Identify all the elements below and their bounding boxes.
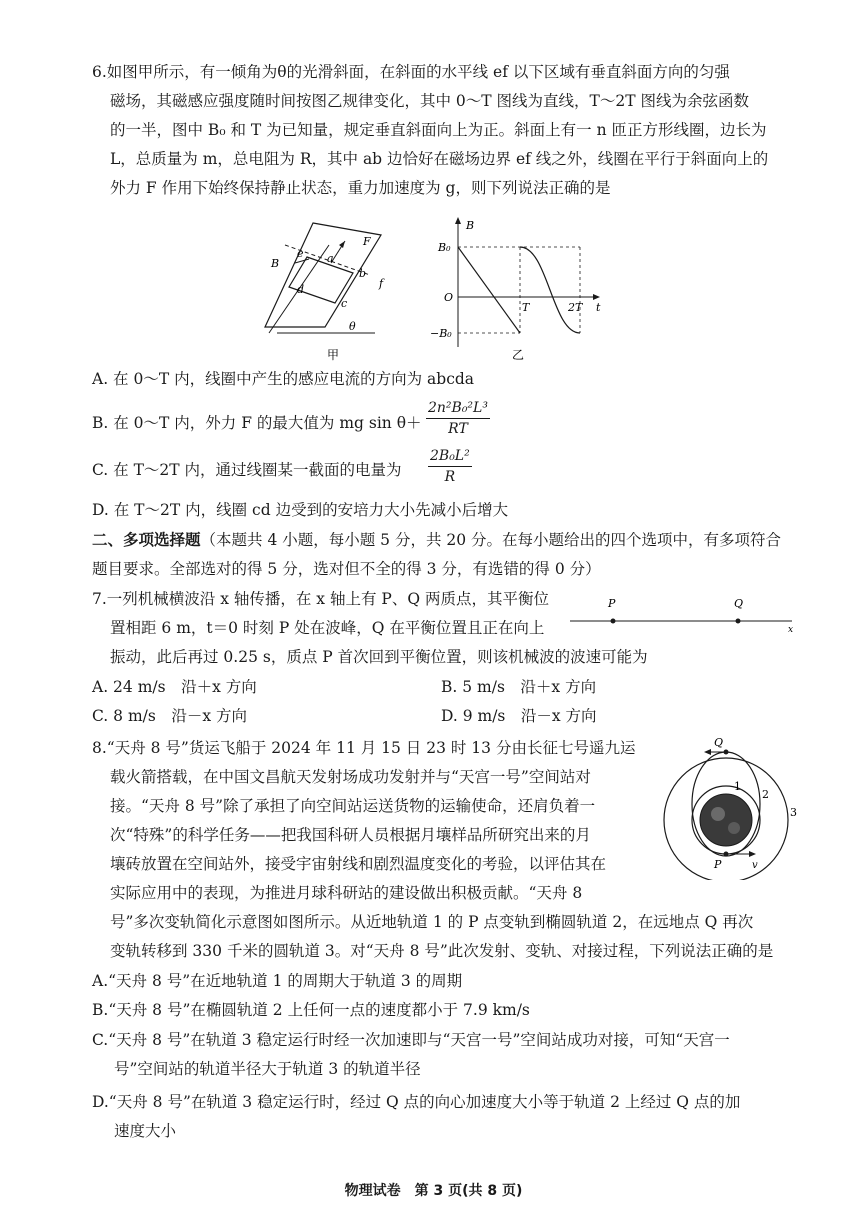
label-orbit-3: 3 [790,806,797,819]
label-p: P [714,858,722,871]
caption-jia: 甲 [327,348,340,362]
q6-option-c-text: C. 在 T～2T 内，通过线圈某一截面的电量为 [92,461,402,479]
q6-option-b-fraction [426,398,490,439]
figure-yi [428,215,608,365]
q8-line-6: 实际应用中的表现，为推进月球科研站的建设做出积极贡献。“天舟 8 [110,884,583,902]
label-d: d [297,283,305,296]
label-F: F [363,235,371,248]
q6-option-c-fraction [428,446,472,487]
caption-yi: 乙 [512,348,525,362]
q7-line-2: 置相距 6 m，t＝0 时刻 P 处在波峰，Q 在平衡位置且正在向上 [110,619,545,637]
earth-land-1 [711,807,725,821]
q6-option-b [92,409,422,438]
q6-option-c-num: 2B₀L² [428,446,472,467]
q-velocity-arrowhead [704,749,711,755]
q7-axis-figure [570,595,800,635]
earth-icon [700,794,752,846]
q7-option-c: C. 8 m/s 沿－x 方向 [92,707,247,725]
label-orbit-2: 2 [762,788,769,801]
curve-linear [458,247,520,333]
q8-line-3: 接。“天舟 8 号”除了承担了向空间站运送货物的运输使命，还肩负着一 [110,797,596,815]
label-a: a [327,252,334,265]
q6-option-a: A. 在 0～T 内，线圈中产生的感应电流的方向为 abcda [92,370,475,388]
q7-line-3: 振动，此后再过 0.25 s，质点 P 首次回到平衡位置，则该机械波的波速可能为 [110,648,648,666]
earth-land-2 [728,822,740,834]
label-B: B [271,257,280,270]
t1-label: T [522,301,530,314]
q8-option-d-2: 速度大小 [114,1122,177,1140]
q7-label-p: P [608,597,616,610]
label-b: b [359,267,367,280]
q8-line-5: 壤砖放置在空间站外，接受宇宙射线和剧烈温度变化的考验，以评估其在 [110,855,607,873]
q7-label-x: x [788,625,794,635]
section2-line-1 [92,526,792,555]
q7-point-q [736,619,741,624]
axis-x-label: t [596,301,601,314]
q7-option-d: D. 9 m/s 沿－x 方向 [441,707,597,725]
q8-option-c-1: C.“天舟 8 号”在轨道 3 稳定运行时经一次加速即与“天宫一号”空间站成功对接，可知“天宫一 [92,1031,730,1049]
q8-line-4: 次“特殊”的科学任务——把我国科研人员根据月壤样品所研究出来的月 [110,826,591,844]
q8-line-2: 载火箭搭载，在中国文昌航天发射场成功发射并与“天宫一号”空间站对 [110,768,591,786]
q6-line-2: 磁场，其磁感应强度随时间按图乙规律变化，其中 0～T 图线为直线，T～2T 图线为余弦函数 [110,92,750,110]
label-c: c [341,297,348,310]
p-velocity-arrowhead [749,851,756,857]
axis-x-arrowhead [593,294,600,300]
q6-option-b-text: B. 在 0～T 内，外力 F 的最大值为 mg sin θ＋ [92,414,422,432]
q8-option-d-1: D.“天舟 8 号”在轨道 3 稳定运行时，经过 Q 点的向心加速度大小等于轨道 2 上经过 Q 点的加 [92,1093,741,1111]
q6-option-c-den: R [444,469,456,485]
q6-line-5: 外力 F 作用下始终保持静止状态，重力加速度为 g，则下列说法正确的是 [110,179,611,197]
curve-cosine [520,247,580,333]
label-v: v [752,860,758,871]
figure-jia [255,215,395,365]
q6-option-b-num: 2n²B₀²L³ [426,398,490,419]
q6-option-b-den: RT [448,421,468,437]
q7-label-q: Q [734,597,744,610]
q7-option-b: B. 5 m/s 沿＋x 方向 [441,678,597,696]
force-arrowhead [339,241,345,248]
q8-line-1: 8.“天舟 8 号”货运飞船于 2024 年 11 月 15 日 23 时 13 分由长征七号遥九运 [92,739,636,757]
label-f: f [379,277,384,290]
q7-option-a: A. 24 m/s 沿＋x 方向 [92,678,257,696]
q8-line-8: 变轨转移到 330 千米的圆轨道 3。对“天舟 8 号”此次发射、变轨、对接过程，下列说法正确的是 [110,942,774,960]
q6-line-3: 的一半，图中 B₀ 和 T 为已知量，规定垂直斜面向上为正。斜面上有一 n 匝正方形线圈，边长为 [110,121,767,139]
t2-label: 2T [568,301,583,314]
section2-heading: 二、多项选择题 [92,531,201,549]
q8-option-c-2: 号”空间站的轨道半径大于轨道 3 的轨道半径 [114,1060,421,1078]
section2-desc-2: 题目要求。全部选对的得 5 分，选对但不全的得 3 分，有选错的得 0 分） [92,560,601,578]
label-theta: θ [349,320,356,333]
neg-b0-label: −B₀ [430,327,452,340]
q6-option-d: D. 在 T～2T 内，线圈 cd 边受到的安培力大小先减小后增大 [92,501,509,519]
label-e: e [297,247,304,260]
axis-y-label: B [466,219,475,232]
q8-line-7: 号”多次变轨简化示意图如图所示。从近地轨道 1 的 P 点变轨到椭圆轨道 2，在远地点 Q 再次 [110,913,754,931]
label-orbit-1: 1 [734,780,741,793]
b0-label: B₀ [438,241,451,254]
q7-line-1: 7.一列机械横波沿 x 轴传播，在 x 轴上有 P、Q 两质点，其平衡位 [92,590,549,608]
label-q: Q [714,736,724,749]
axis-y-arrowhead [455,217,461,224]
q8-orbit-figure [656,730,806,880]
q7-point-p [611,619,616,624]
section2-desc-1: （本题共 4 小题，每小题 5 分，共 20 分。在每小题给出的四个选项中，有多项符合 [200,531,782,549]
origin-label: O [444,291,454,304]
q8-option-b: B.“天舟 8 号”在椭圆轨道 2 上任何一点的速度都小于 7.9 km/s [92,1001,530,1019]
q6-option-c [92,456,402,485]
q6-line-4: L，总质量为 m，总电阻为 R，其中 ab 边恰好在磁场边界 ef 线之外，线圈在平行于斜面向上的 [110,150,769,168]
page-footer: 物理试卷 第 3 页(共 8 页) [344,1183,523,1199]
q6-line-1: 6.如图甲所示，有一倾角为θ的光滑斜面，在斜面的水平线 ef 以下区域有垂直斜面方向的匀强 [92,63,730,81]
q8-option-a: A.“天舟 8 号”在近地轨道 1 的周期大于轨道 3 的周期 [92,972,463,990]
